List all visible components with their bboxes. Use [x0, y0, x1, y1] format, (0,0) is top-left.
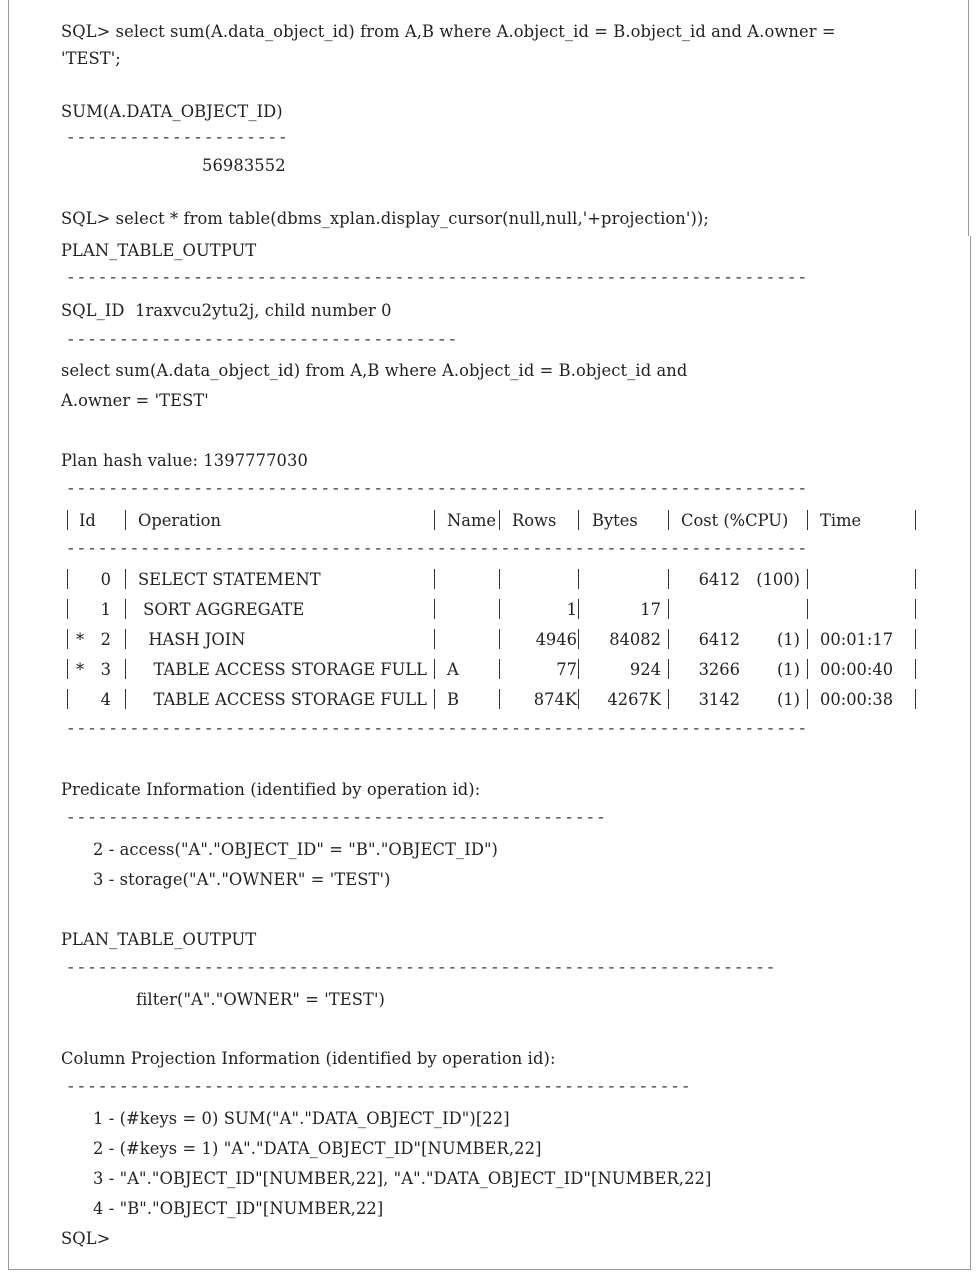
query-1-line-1: SQL> select sum(A.data_object_id) from A,B where A.object_id = B.object_id and A.owner =: [61, 22, 836, 41]
plan-hash-value: Plan hash value: 1397777030: [61, 451, 308, 470]
row-id: 0: [100, 570, 111, 589]
row-cpu: (100): [756, 570, 800, 589]
row-bytes: 4267K: [607, 690, 661, 709]
row-operation: SELECT STATEMENT: [138, 570, 321, 589]
row-cost: 3266: [698, 660, 740, 679]
rule-plan-bottom: ----------------------------------------------------------------------: [66, 720, 809, 738]
row-cost: 6412: [698, 630, 740, 649]
header-id: Id: [79, 511, 96, 530]
rule-output-2: -------------------------------------------------------------------: [66, 959, 777, 977]
row-id: 3: [100, 660, 111, 679]
row-operation: TABLE ACCESS STORAGE FULL: [138, 690, 427, 709]
row-id: 4: [100, 690, 111, 709]
row-cpu: (1): [776, 690, 800, 709]
result-rule: ---------------------: [66, 129, 289, 147]
row-rows: 4946: [535, 630, 577, 649]
result-value: 56983552: [202, 156, 286, 175]
result-header: SUM(A.DATA_OBJECT_ID): [61, 102, 283, 121]
sql-text-line-2: A.owner = 'TEST': [61, 391, 209, 410]
predicate-line-1: 2 - access("A"."OBJECT_ID" = "B"."OBJECT_ID"): [93, 840, 499, 859]
plan-output-header-2: PLAN_TABLE_OUTPUT: [61, 930, 257, 949]
projection-line-1: 1 - (#keys = 0) SUM("A"."DATA_OBJECT_ID")[22]: [93, 1109, 510, 1128]
predicate-line-2: 3 - storage("A"."OWNER" = 'TEST'): [93, 870, 391, 889]
query-1-line-2: 'TEST';: [61, 49, 121, 68]
rule-predicate: ---------------------------------------------------: [66, 809, 607, 827]
header-cost: Cost (%CPU): [681, 511, 789, 530]
rule-projection: -----------------------------------------------------------: [66, 1078, 692, 1096]
row-cpu: (1): [776, 660, 800, 679]
row-name: A: [447, 660, 459, 679]
query-2: SQL> select * from table(dbms_xplan.display_cursor(null,null,'+projection'));: [61, 209, 709, 228]
row-operation: HASH JOIN: [138, 630, 246, 649]
row-star: *: [76, 630, 85, 649]
sql-id-line: SQL_ID 1raxvcu2ytu2j, child number 0: [61, 301, 392, 320]
row-name: B: [447, 690, 459, 709]
row-rows: 874K: [533, 690, 577, 709]
row-cost: 6412: [698, 570, 740, 589]
rule-long-1: ----------------------------------------------------------------------: [66, 269, 809, 287]
row-bytes: 924: [629, 660, 661, 679]
predicate-title: Predicate Information (identified by operation id):: [61, 780, 481, 799]
header-bytes: Bytes: [592, 511, 638, 530]
row-id: 1: [100, 600, 111, 619]
rule-plan-mid: ----------------------------------------------------------------------: [66, 540, 809, 558]
row-operation: TABLE ACCESS STORAGE FULL: [138, 660, 427, 679]
row-operation: SORT AGGREGATE: [138, 600, 305, 619]
projection-line-2: 2 - (#keys = 1) "A"."DATA_OBJECT_ID"[NUMBER,22]: [93, 1139, 542, 1158]
plan-output-header-1: PLAN_TABLE_OUTPUT: [61, 241, 257, 260]
row-cpu: (1): [776, 630, 800, 649]
projection-line-4: 4 - "B"."OBJECT_ID"[NUMBER,22]: [93, 1199, 384, 1218]
projection-title: Column Projection Information (identified by operation id):: [61, 1049, 556, 1068]
rule-plan-top: ----------------------------------------------------------------------: [66, 480, 809, 498]
header-time: Time: [820, 511, 862, 530]
header-operation: Operation: [138, 511, 221, 530]
row-rows: 77: [556, 660, 577, 679]
row-rows: 1: [566, 600, 577, 619]
row-bytes: 17: [640, 600, 661, 619]
row-star: *: [76, 660, 85, 679]
header-name: Name: [447, 511, 497, 530]
filter-line: filter("A"."OWNER" = 'TEST'): [136, 990, 385, 1009]
projection-line-3: 3 - "A"."OBJECT_ID"[NUMBER,22], "A"."DATA_OBJECT_ID"[NUMBER,22]: [93, 1169, 712, 1188]
row-id: 2: [100, 630, 111, 649]
row-time: 00:00:38: [820, 690, 894, 709]
row-bytes: 84082: [609, 630, 661, 649]
row-time: 00:00:40: [820, 660, 894, 679]
row-time: 00:01:17: [820, 630, 894, 649]
sql-text-line-1: select sum(A.data_object_id) from A,B where A.object_id = B.object_id and: [61, 361, 688, 380]
row-cost: 3142: [698, 690, 740, 709]
prompt-end: SQL>: [61, 1229, 111, 1248]
header-rows: Rows: [512, 511, 557, 530]
rule-sql-id: -------------------------------------: [66, 331, 459, 349]
